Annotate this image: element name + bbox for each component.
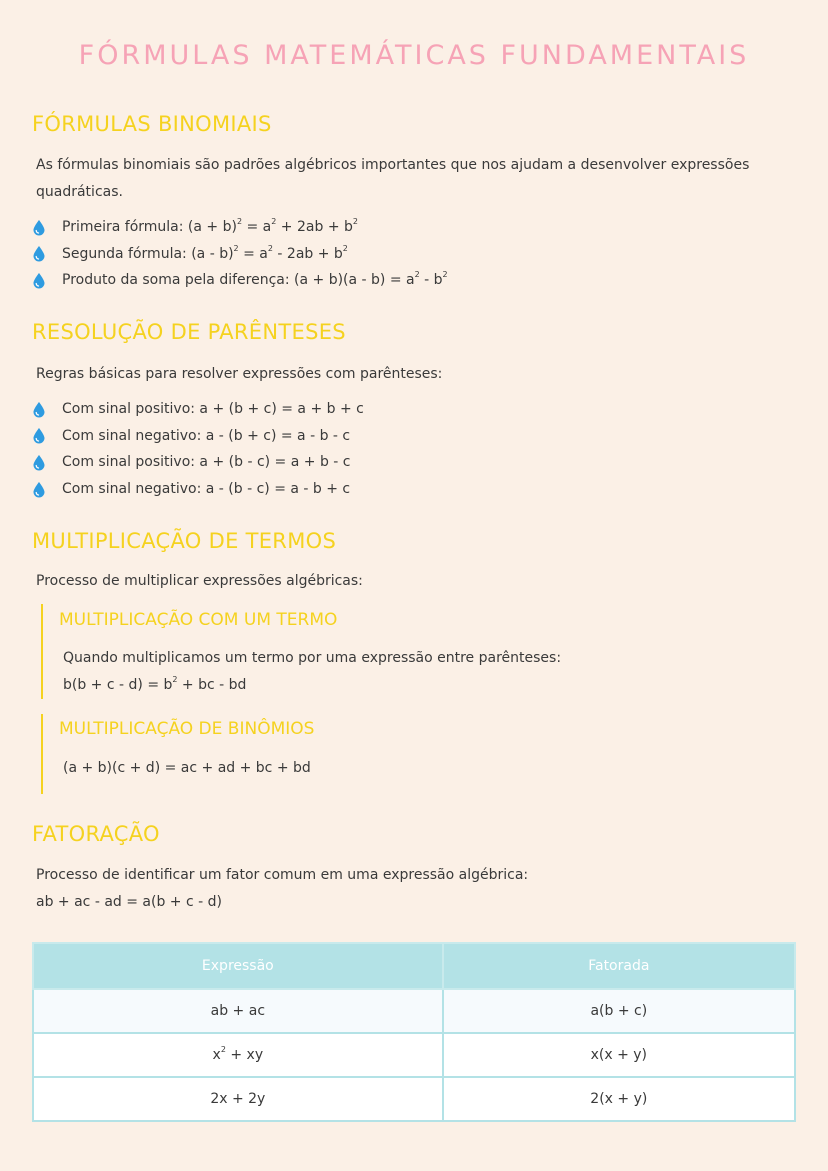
table-row	[33, 1033, 795, 1077]
page-title: FÓRMULAS MATEMÁTICAS FUNDAMENTAIS	[78, 40, 750, 71]
column-header-expressao: Expressão	[33, 943, 443, 989]
list-item	[32, 241, 448, 268]
section-heading-parenteses: RESOLUÇÃO DE PARÊNTESES	[32, 320, 346, 344]
multiplicacao-intro: Processo de multiplicar expressões algébricas:	[36, 573, 363, 589]
subsection-bar	[41, 714, 43, 794]
fatoracao-table	[32, 942, 796, 1122]
list-item	[32, 476, 364, 503]
section-heading-fatoracao: FATORAÇÃO	[32, 822, 160, 846]
subsection-bar	[41, 604, 43, 699]
list-item-text: Com sinal positivo: a + (b + c) = a + b + c	[62, 401, 364, 418]
water-drop-icon	[32, 219, 46, 236]
list-item	[32, 396, 364, 423]
water-drop-icon	[32, 401, 46, 418]
table-cell: x(x + y)	[443, 1033, 795, 1077]
list-item	[32, 214, 448, 241]
list-item-text: Com sinal negativo: a - (b + c) = a - b - c	[62, 427, 351, 444]
binomiais-list	[32, 214, 448, 294]
list-item-text: Com sinal negativo: a - (b - c) = a - b + c	[62, 481, 351, 498]
fatoracao-intro: Processo de identificar um fator comum em uma expressão algébrica:	[36, 867, 529, 883]
list-item	[32, 267, 448, 294]
binomiais-intro-line-2: quadráticas.	[36, 184, 123, 200]
parenteses-intro: Regras básicas para resolver expressões com parênteses:	[36, 366, 443, 382]
column-header-fatorada: Fatorada	[443, 943, 795, 989]
section-heading-binomiais: FÓRMULAS BINOMIAIS	[32, 112, 272, 136]
binomiais-intro-line-1: As fórmulas binomiais são padrões algébricos importantes que nos ajudam a desenvolver expressões	[36, 157, 750, 173]
list-item-text: Primeira fórmula: $(a + b)^2 = a^2 + 2ab + b^2$	[62, 217, 358, 236]
table-header-row	[33, 943, 795, 989]
water-drop-icon	[32, 245, 46, 262]
subsection-heading-um-termo: MULTIPLICAÇÃO COM UM TERMO	[59, 610, 338, 630]
table-row	[33, 989, 795, 1033]
list-item-text: Com sinal positivo: a + (b - c) = a + b - c	[62, 454, 351, 471]
water-drop-icon	[32, 427, 46, 444]
list-item-text: Produto da soma pela diferença: $(a + b)(a - b) = a^2 - b^2$	[62, 270, 448, 289]
list-item-text: Segunda fórmula: $(a - b)^2 = a^2 - 2ab + b^2$	[62, 243, 348, 262]
um-termo-formula: $b(b + c - d) = b^2$ + bc - bd	[63, 675, 247, 693]
binomios-formula: (a + b)(c + d) = ac + ad + bc + bd	[63, 760, 311, 776]
section-heading-multiplicacao: MULTIPLICAÇÃO DE TERMOS	[32, 529, 337, 553]
water-drop-icon	[32, 481, 46, 498]
table-cell: 2x + 2y	[33, 1077, 443, 1121]
list-item	[32, 449, 364, 476]
water-drop-icon	[32, 454, 46, 471]
table-cell: ab + ac	[33, 989, 443, 1033]
water-drop-icon	[32, 272, 46, 289]
um-termo-text: Quando multiplicamos um termo por uma expressão entre parênteses:	[63, 650, 562, 666]
table-row	[33, 1077, 795, 1121]
binomiais-intro	[36, 152, 749, 206]
parenteses-list	[32, 396, 364, 502]
list-item	[32, 423, 364, 450]
table-cell: $x^2$ + xy	[33, 1033, 443, 1077]
table-cell: a(b + c)	[443, 989, 795, 1033]
table-cell: 2(x + y)	[443, 1077, 795, 1121]
fatoracao-formula: ab + ac - ad = a(b + c - d)	[36, 894, 222, 910]
subsection-heading-binomios: MULTIPLICAÇÃO DE BINÔMIOS	[59, 719, 315, 739]
